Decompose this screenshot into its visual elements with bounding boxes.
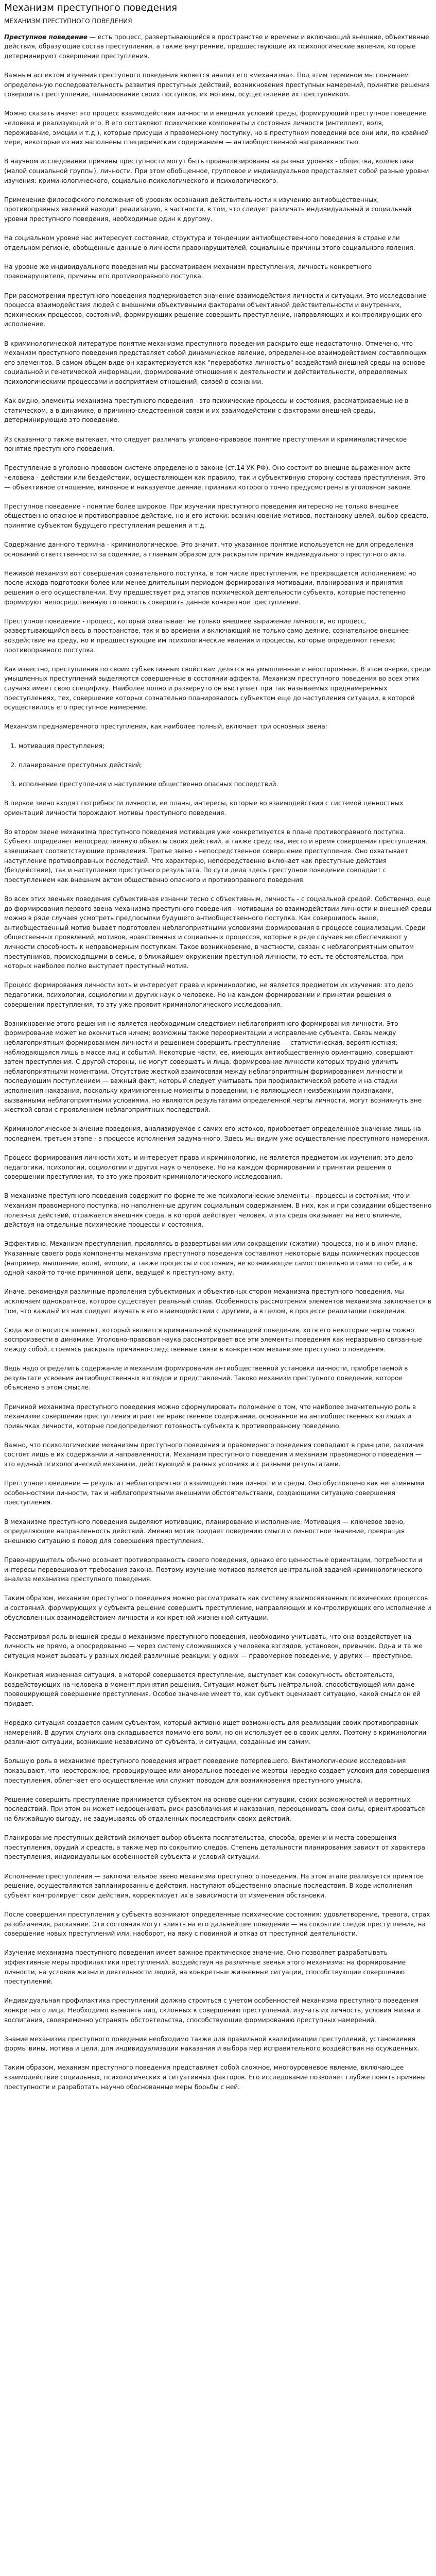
body-paragraph: Таким образом, механизм преступного поведения представляет собой сложное, многоуровневое явление, включающее взаимодействие социальных, психологических и ситуативных факторов. Его исследование позволяет глубже понять причины преступности и разработать научно обоснованные меры борьбы с ней. xyxy=(4,2064,426,2091)
body-paragraph: Из сказанного также вытекает, что следует различать уголовно-правовое понятие преступления и криминалистическое понятие преступного поведения. xyxy=(4,435,407,453)
body-paragraph: Иначе, рекомендуя различные проявления субъективных и объективных сторон механизма преступного поведения, мы исключаем однократное, которое существует реальный сплав. Особенность рассмотрения элементов механизма заключается в том, что каждый из них следует изучать в его взаимодействии с другими, а в целом, в процессе реализации поведения. xyxy=(4,1288,431,1315)
body-paragraph: Правонарушитель обычно осознает противоправность своего поведения, однако его ценностные ориентации, потребности и интересы перевешивают требования закона. Поэтому изучение мотивов является центральной задачей криминологического анализа механизма преступного поведения. xyxy=(4,1556,423,1583)
body-paragraph: Как видно, элементы механизма преступного поведения - это психические процессы и состояния, рассматриваемые не в статическом, а в динамике, в причинно-следственной связи и их взаимодействии с факторами внешней среды, детерминирующие это поведение. xyxy=(4,397,409,424)
body-paragraph: На социальном уровне нас интересует состояние, структура и тенденции антиобщественного поведения в стране или отдельном регионе, обобщенные данные о личности правонарушителей, социальные причины этого социального явления. xyxy=(4,234,415,251)
body-paragraph: Процесс формирования личности хоть и интересует права и криминологию, не является предметом их изучения: это дело педагогики, психологии, социологии и других наук о человеке. Но на каждом формировании и принятии решения о совершении преступления, то это уже проявит криминологического исследования. xyxy=(4,1154,413,1181)
body-paragraph: Можно сказать иначе: это процесс взаимодействия личности и внешних условий среды, формирующий преступное поведение человека и реализующий его. В его составляют психические компоненты и состояния личности (интеллект, воля, переживание, эмоции и т.д.), которые присущи и правомерному поступку, но в преступном поведении все они или, по крайней мере, некоторые из них наполнены специфическим содержанием — антиобщественной направленностью. xyxy=(4,110,429,146)
intro-text: — есть процесс, развертывающийся в пространстве и времени и включающий внешние, объективные действия, образующие состав преступления, а также внутренние, предшествующие их психологические явления, которые детерминируют совершение преступления. xyxy=(4,33,429,60)
body-paragraph: Механизм преднамеренного преступления, как наиболее полный, включает три основных звена: xyxy=(4,723,327,731)
body-paragraph: Таким образом, механизм преступного поведения можно рассматривать как систему взаимосвязанных психических процессов и состояний, формирующих у субъекта решение совершить преступление, направляющих и контролирующих его исполнение и обусловленных взаимодействием личности и конкретной жизненной ситуации. xyxy=(4,1595,431,1621)
paragraphs-part-1 xyxy=(4,71,432,732)
body-paragraph: На уровне же индивидуального поведения мы рассматриваем механизм преступления, личность конкретного правонарушителя, причины его противоправного поступка. xyxy=(4,263,372,280)
body-paragraph: Рассматривая роль внешней среды в механизме преступного поведения, необходимо учитывать, что она воздействует на личность не прямо, а опосредованно — через систему сложившихся у человека взглядов, установок, привычек. Одна и та же ситуация может вызвать у разных людей различные реакции: у одних — правомерное поведение, у других — преступное. xyxy=(4,1633,423,1659)
body-paragraph: Преступное поведение - процесс, который охватывает не только внешнее выражение личности, но процесс, развертывающийся весь в пространстве, так и во времени и включающий не только само деяние, сознательное внешнее воздействие на среду, но и предшествующие им психологические явления и процессы, которые определяют генезис противоправного поступка. xyxy=(4,617,409,654)
page-title: Механизм преступного поведения xyxy=(4,3,178,13)
body-paragraph: При рассмотрении преступного поведения подчеркивается значение взаимодействия личности и ситуации. Это исследование процесса взаимодействия людей с внешними объективными факторами объективной действительности и внутренних, психических процессов, состояний, формирующих решение совершить преступление, направляющих и контролирующих его исполнение. xyxy=(4,292,426,328)
stage-item: 3. исполнение преступления и наступление общественно опасных последствий. xyxy=(19,779,432,789)
paragraphs-part-2 xyxy=(4,799,432,2092)
body-paragraph: Преступное поведение — результат неблагоприятного взаимодействия личности и среды. Оно обусловлено как негативными особенностями личности, так и неблагоприятными внешними обстоятельствами, создающими ситуацию совершения преступления. xyxy=(4,1480,425,1506)
body-paragraph: Решение совершить преступление принимается субъектом на основе оценки ситуации, своих возможностей и вероятных последствий. При этом он может недооценивать риск разоблачения и наказания, переоценивать свои силы, ориентироваться на ближайшую выгоду, не задумываясь об отдаленных последствиях своих действий. xyxy=(4,1795,425,1823)
body-paragraph: Во всех этих звеньях поведения субъективная изнанки тесно с объективным, личность - с социальной средой. Собственно, еще до формирования первого звена механизма преступного поведения - мотивации во взаимодействии личности и внешней среды можно в ряде случаев усмотреть предпосылки будущего антиобщественного поступка. Как совершилось выше, антиобщественный мотив бывает подготовлен неблагоприятными условиями формирования в процессе социализации. Среди общественных проявлений, мотивов, нравственных и социальных процессов, которые в ряде случаев не обеспечивают у личности способность к неправомерным поступкам. Такое возникновение, в частности, связан с неблагоприятным опытом преступников, происходящими в семье, в ближайшем окружении преступной личности, то есть те обстоятельства, при которых наиболее полно выступает преступный мотив. xyxy=(4,895,431,970)
body-paragraph: В механизме преступного поведения содержит по форме те же психологические элементы - процессы и состояния, что и механизм правомерного поступка, но наполненные другим социальным содержанием. В них, как и при созидании общественно полезных действий, отражается внешняя среда, в которой действует человек, и эта среда оказывает на него влияние, действуя на отдельные психические процессы и состояния. xyxy=(4,1192,432,1229)
body-paragraph: В первое звено входят потребности личности, ее планы, интересы, которые во взаимодействии с системой ценностных ориентаций личности порождают мотивы преступного поведения. xyxy=(4,800,404,817)
body-paragraph: Исполнение преступления — заключительное звено механизма преступного поведения. На этом этапе реализуется принятое решение, осуществляются запланированные действия, наступают общественно опасные последствия. В ходе исполнения субъект контролирует свои действия, корректирует их в зависимости от изменения обстановки. xyxy=(4,1872,424,1899)
body-paragraph: Преступное поведение - понятие более широкое. При изучении преступного поведения интересно не только внешнее общественно опасное и противоправное действие, но и его истоки: возникновение мотивов, постановку целей, выбор средств, принятие субъектом будущего преступления решения и т.д. xyxy=(4,502,429,529)
body-paragraph: Изучение механизма преступного поведения имеет важное практическое значение. Оно позволяет разрабатывать эффективные меры профилактики преступлений, воздействуя на различные звенья этого механизма: на формирование личности, на условия жизни и деятельности людей, на конкретные жизненные ситуации, способствующие совершению преступлений. xyxy=(4,1949,406,1986)
body-paragraph: Нередко ситуация создается самим субъектом, который активно ищет возможность для реализации своих противоправных намерений. В других случаях она складывается помимо его воли, но он использует ее в своих целях. Поэтому в криминологии различают ситуации, возникшие независимо от субъекта, и ситуации, созданные им самим. xyxy=(4,1719,427,1746)
body-paragraph: Важно, что психологические механизмы преступного поведения и правомерного поведения совпадают в принципе, различия состоят лишь в их содержании и направленности. Механизм преступного поведения и механизм правомерного поведения — это единый психологический механизм, действующий в разных условиях и с разными результатами. xyxy=(4,1441,424,1468)
body-paragraph: Планирование преступных действий включает выбор объекта посягательства, способа, времени и места совершения преступления, орудий и средств, а также мер по сокрытию следов. Степень детальности планирования зависит от характера преступления, индивидуальных особенностей субъекта и условий ситуации. xyxy=(4,1834,425,1861)
body-paragraph: Применение философского положения об уровнях осознания действительности к изучению антиобщественных, противоправных явлений находит реализацию, в частности, в том, что следует различать индивидуальный и социальный уровни преступного поведения, необходимые один к другому. xyxy=(4,196,412,223)
body-paragraph: Большую роль в механизме преступного поведения играет поведение потерпевшего. Виктимологические исследования показывают, что неосторожное, провоцирующее или аморальное поведение жертвы нередко создает условия для совершения преступления, облегчает его осуществление или служит поводом для возникновения преступного умысла. xyxy=(4,1757,429,1784)
body-paragraph: Содержание данного термина - криминологическое. Это значит, что указанное понятие используется не для определения оснований ответственности за содеяние, а главным образом для раскрытия причин индивидуального преступного акта. xyxy=(4,541,414,558)
body-paragraph: Возникновение этого решения не является необходимым следствием неблагоприятного формирования личности. Это формирование может не окончиться ничем; возможны также переориентации и исправление субъекта. Связь между неблагоприятным формированием личности и решением совершить преступление — статистическая, вероятностная; наблюдающаяся лишь в массе лиц и событий. Некоторые части, ее, имеющих антиобщественную ориентацию, совершают затем преступления. С другой стороны, не могут совершать и лица, формирование личности которых трудно уличить неблагоприятными моментами. Отсутствие жесткой взаимосвязи между неблагоприятным формированием личности и последующим поступлением — важный факт, который следует учитывать при профилактической работе и на стадии исполнения наказания, поскольку криминогенные моменты в поведении, не являющиеся неизбежными признаками, вызванными неблагоприятными условиями, но являются результатами определенной черты личности, могут возникнуть вне жесткой связи с проявлением неблагоприятных последствий. xyxy=(4,1020,422,1114)
body-paragraph: После совершения преступления у субъекта возникают определенные психические состояния: удовлетворение, тревога, страх разоблачения, раскаяние. Эти состояния могут влиять на его дальнейшее поведение — на сокрытие следов преступления, на совершение новых преступлений или, наоборот, на явку с повинной и отказ от преступной деятельности. xyxy=(4,1910,430,1938)
body-paragraph: Эффективно. Механизм преступления, проявляясь в развертывании или сокращении (сжатии) процесса, но и в ином плане. Указанные своего рода компоненты механизма преступного поведения составляют некоторые виды психических процессов (например, мышление, воля), эмоции, а также процессы и состояния, не возникающие самостоятельно и сами по себе, а в одной какой-то точке причинной цепи, ведущей к преступному акту. xyxy=(4,1240,420,1277)
intro-paragraph xyxy=(4,32,432,61)
body-paragraph: В механизме преступного поведения выделяют мотивацию, планирование и исполнение. Мотивация — ключевое звено, определяющее направленность действий. Именно мотив придает поведению смысл и личностное значение, превращая внешнюю ситуацию в повод для совершения преступления. xyxy=(4,1518,405,1545)
body-paragraph: Важным аспектом изучения преступного поведения является анализ его «механизма». Под этим термином мы понимаем определенную последовательность развития преступных действий, возникновения преступных намерений, принятие решения совершить преступление, планирование своих поступков, их мотивы, осуществление их преступником. xyxy=(4,71,430,98)
body-paragraph: Знание механизма преступного поведения необходимо также для правильной квалификации преступлений, установления формы вины, мотива и цели, для индивидуализации наказания и выбора мер исправительного воздействия на осужденных. xyxy=(4,2035,420,2053)
body-paragraph: В криминологической литературе понятие механизма преступного поведения раскрыто еще недостаточно. Отмечено, что механизм преступного поведения представляет собой динамическое явление, определенное взаимодействием составляющих его элементов. В самом общем виде он характеризуется как "переработка личностью" воздействий внешней среды на основе социальной и генетической информации, формирование отношения к деятельности и действительности, определяемых психологическими процессами и восприятием отношений, связей в сознании. xyxy=(4,340,427,385)
article-subtitle: МЕХАНИЗМ ПРЕСТУПНОГО ПОВЕДЕНИЯ xyxy=(4,18,132,25)
intro-term: Преступное поведение xyxy=(4,33,88,41)
stage-item: 2. планирование преступных действий; xyxy=(19,760,432,770)
body-paragraph: Конкретная жизненная ситуация, в которой совершается преступление, выступает как совокупность обстоятельств, воздействующих на человека в момент принятия решения. Ситуация может быть нейтральной, способствующей или даже провоцирующей совершение преступления. Особое значение имеет то, как субъект оценивает ситуацию, какой смысл он ей придает. xyxy=(4,1671,421,1707)
body-paragraph: Процесс формирования личности хоть и интересует права и криминологию, не является предметом их изучения: это дело педагогики, психологии, социологии и других наук о человеке. Но на каждом формировании и принятии решения о совершении преступления, то эту уже проявит криминологического исследования. xyxy=(4,981,413,1008)
body-paragraph: Во втором звене механизма преступного поведения мотивация уже конкретизуется в плане противоправного поступка. Субъект определяет непосредственную объекты своих действий, а также средства, место и время совершения преступления, взвешивает соответствующие проявления. Третье звено - непосредственное совершение преступления. Оно охватывает наступление противоправных последствий. Что характерно, непосредственно включает как преступные действия (бездействие), так и наступление преступного результата. По сути дела здесь преступное поведение совпадает с преступлением как внешним актом общественно опасного и противоправного поведения. xyxy=(4,828,427,884)
body-paragraph: Сюда же относится элемент, который является криминальной кульминацией поведения, хотя его некоторые черты можно воспроизвести в динамике. Уголовно-правовая наука рассматривает все эти элементы поведения как неразрывно связанные между собой, стремясь раскрыть причинно-следственные связи в конкретном механизме преступного поведения. xyxy=(4,1326,422,1353)
stage-item: 1. мотивация преступления; xyxy=(19,741,432,751)
stages-list xyxy=(4,741,432,789)
body-paragraph: В научном исследовании причины преступности могут быть проанализированы на разных уровнях - общества, коллектива (малой социальной группы), личности. При этом обобщенное, групповое и индивидуальное представляет собой разные уровни изучения: криминологического, социально-психологического и психологического. xyxy=(4,158,429,184)
body-paragraph: Неживой механизм вот совершения сознательного поступка, в том числе преступления, не прекращается исполнением; но после исхода подготовки более или менее длительным периодом формирования мотивации, планирования и принятия решения о его осуществлении. Ему предшествует ряд этапов психической деятельности субъекта, которые постепенно формируют непосредственную готовность совершить данное конкретное преступление. xyxy=(4,569,416,606)
body-paragraph: Индивидуальная профилактика преступлений должна строиться с учетом особенностей механизма преступного поведения конкретного лица. Необходимо выявлять лиц, склонных к совершению преступлений, изучать их личность, условия жизни и воспитания, своевременно устранять обстоятельства, способствующие формированию преступных намерений. xyxy=(4,1997,421,2024)
body-paragraph: Причиной механизма преступного поведения можно сформулировать положение о том, что наиболее значительную роль в механизме совершения преступления играет ее нравственное содержание, основанное на антиобщественных взглядах и привычках личности, которые предопределяют готовность субъекта к противоправному поведению. xyxy=(4,1403,416,1430)
body-paragraph: Ведь надо определить содержание и механизм формирования антиобщественной установки личности, приобретаемой в результате усвоения антиобщественных взглядов и представлений. Таково механизм преступного поведения, которое объяснено в этом смысле. xyxy=(4,1365,408,1392)
body-paragraph: Преступление в уголовно-правовом системе определено в законе (ст.14 УК РФ). Оно состоит во внешне выраженном акте человека - действии или бездействии, осуществляющем как правило, так и субъективную сторону состава преступления. Это — объективное отношение, виновное и наказуемое деяние, признаки которого точно предусмотрены в уголовном законе. xyxy=(4,464,426,491)
body-paragraph: Криминологическое значение поведения, анализируемое с самих его истоков, приобретает определенное значение лишь на последнем, третьем этапе - в процессе исполнения задуманного. Здесь мы видим уже осуществление преступного намерения. xyxy=(4,1125,430,1142)
body-paragraph: Как известно, преступления по своим субъективным свойствам делятся на умышленные и неосторожные. В этом очерке, среди умышленных преступлений выделяются совершенные в состоянии аффекта. Механизм преступного поведения во всех этих случаях имеет свою специфику. Наиболее полно и развернуто он выступает при так называемых преднамеренных преступлениях, тех, совершение которых сознательно планировалось субъектом еще до наступления ситуации, в которой осуществилось его преступное намерение. xyxy=(4,665,431,711)
